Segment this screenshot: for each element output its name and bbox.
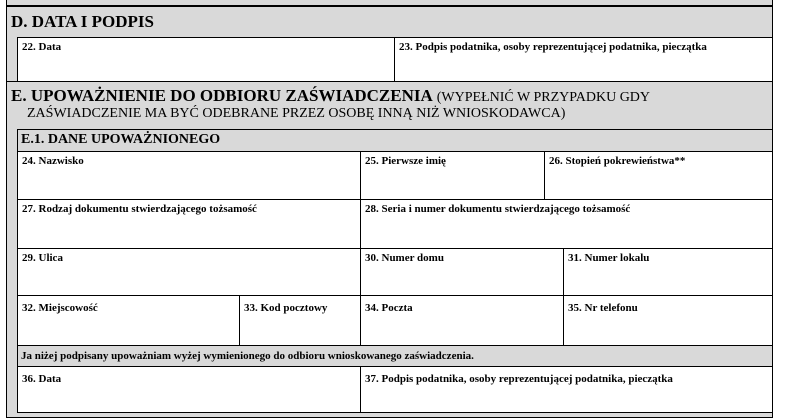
authorization-statement: Ja niżej podpisany upoważniam wyżej wymienionego do odbioru wnioskowanego zaświadczenia. (21, 350, 474, 362)
id-document-type-field-27[interactable] (17, 199, 361, 249)
id-document-type-field-27-label: 27. Rodzaj dokumentu stwierdzającego tożsamość (22, 203, 257, 215)
first-name-field-25-label: 25. Pierwsze imię (365, 155, 446, 167)
surname-field-24[interactable] (17, 151, 361, 200)
signature-field-23[interactable] (394, 37, 773, 82)
date-field-36[interactable] (17, 366, 361, 413)
phone-field-35-label: 35. Nr telefonu (568, 302, 638, 314)
signature-field-23-label: 23. Podpis podatnika, osoby reprezentującej podatnika, pieczątka (399, 41, 707, 53)
town-field-32[interactable] (17, 295, 240, 346)
section-e-title-note-1: (WYPEŁNIĆ W PRZYPADKU GDY (436, 90, 651, 105)
signature-field-37-label: 37. Podpis podatnika, osoby reprezentującej podatnika, pieczątka (365, 373, 673, 385)
subsection-e1-title: E.1. DANE UPOWAŻNIONEGO (21, 132, 221, 147)
kinship-field-26-label: 26. Stopień pokrewieństwa** (549, 155, 686, 167)
section-d-title: D. DATA I PODPIS (11, 12, 154, 31)
postal-code-field-33[interactable] (239, 295, 361, 346)
subsection-e1-header (17, 129, 773, 152)
signature-field-37[interactable] (360, 366, 773, 413)
house-number-field-30-label: 30. Numer domu (365, 252, 444, 264)
authorization-statement-bar (17, 345, 773, 367)
post-office-field-34-label: 34. Poczta (365, 302, 413, 314)
id-document-number-field-28-label: 28. Seria i numer dokumentu stwierdzającego tożsamość (365, 203, 631, 215)
section-e-title-note-2: ZAŚWIADCZENIE MA BYĆ ODEBRANE PRZEZ OSOBĘ INNĄ NIŻ WNIOSKODAWCA) (27, 106, 566, 121)
phone-field-35[interactable] (563, 295, 773, 346)
postal-code-field-33-label: 33. Kod pocztowy (244, 302, 328, 314)
date-field-22-label: 22. Data (22, 41, 62, 53)
street-field-29-label: 29. Ulica (22, 252, 63, 264)
date-field-36-label: 36. Data (22, 373, 62, 385)
surname-field-24-label: 24. Nazwisko (22, 155, 84, 167)
first-name-field-25[interactable] (360, 151, 545, 200)
apartment-number-field-31[interactable] (563, 248, 773, 296)
town-field-32-label: 32. Miejscowość (22, 302, 98, 314)
section-e-title-bold: E. UPOWAŻNIENIE DO ODBIORU ZAŚWIADCZENIA (11, 86, 433, 105)
post-office-field-34[interactable] (360, 295, 564, 346)
house-number-field-30[interactable] (360, 248, 564, 296)
date-field-22[interactable] (17, 37, 395, 82)
kinship-field-26[interactable] (544, 151, 773, 200)
street-field-29[interactable] (17, 248, 361, 296)
apartment-number-field-31-label: 31. Numer lokalu (568, 252, 650, 264)
id-document-number-field-28[interactable] (360, 199, 773, 249)
section-e-title (11, 87, 650, 106)
